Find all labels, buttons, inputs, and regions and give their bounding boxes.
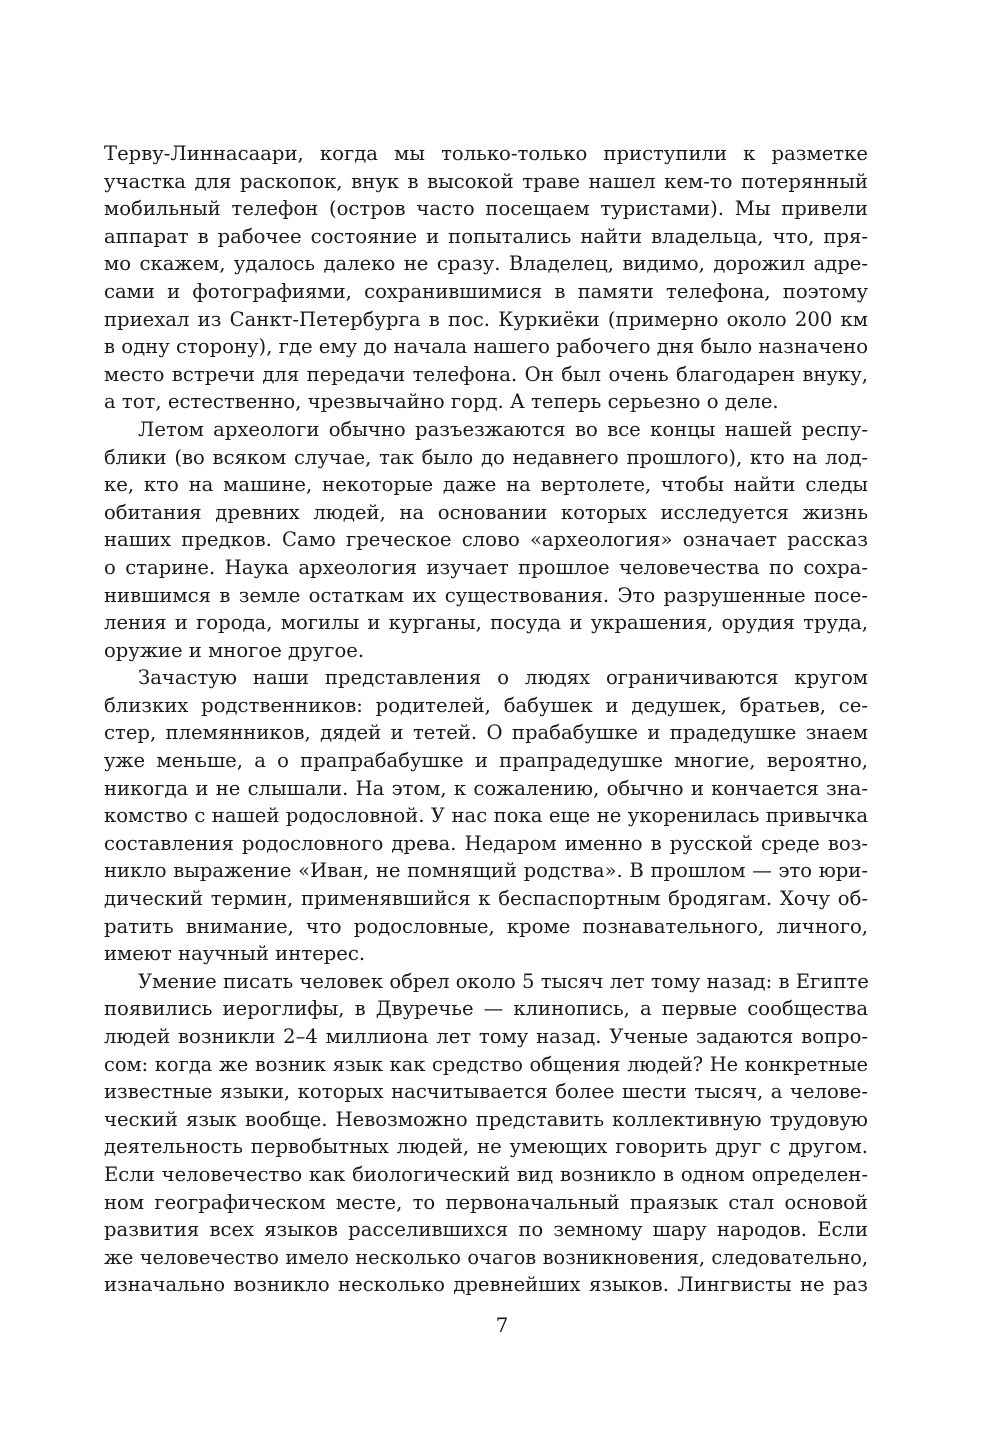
text-line: блики (во всяком случае, так было до недавнего прошлого), кто на лод- [104,445,868,469]
text-line: составления родословного древа. Недаром именно в русской среде воз- [104,831,868,855]
text-line: Умение писать человек обрел около 5 тысяч лет тому назад: в Египте [138,969,869,993]
text-line: мобильный телефон (остров часто посещаем туристами). Мы привели [104,197,868,221]
text-line: дический термин, применявшийся к беспаспортным бродягам. Хочу об- [104,887,868,911]
text-line: стер, племянников, дядей и тетей. О прабабушке и прадедушке знаем [104,721,868,745]
text-line: сами и фотографиями, сохранившимися в памяти телефона, поэтому [104,279,868,303]
paragraph [104,140,868,416]
text-line: изначально возникло несколько древнейших языков. Лингвисты не раз [104,1273,868,1297]
text-line: близких родственников: родителей, бабушек и дедушек, братьев, се- [104,693,868,717]
paragraph [104,664,868,968]
text-line: место встречи для передачи телефона. Он был очень благодарен внуку, [104,362,868,386]
text-line: ратить внимание, что родословные, кроме познавательного, личного, [104,914,868,938]
text-line: деятельность первобытных людей, не умеющих говорить друг с другом. [104,1135,868,1159]
text-line: Летом археологи обычно разъезжаются во все концы нашей респу- [138,417,868,441]
text-line: уже меньше, а о прапрабабушке и прапрадедушке многие, вероятно, [104,749,868,773]
text-line: Терву-Линнасаари, когда мы только-только приступили к разметке [104,142,868,165]
text-line: нившимся в земле остаткам их существования. Это разрушенные посе- [104,583,868,607]
text-line: имеют научный интерес. [104,942,366,966]
text-line: Если человечество как биологический вид возникло в одном определен- [104,1162,868,1186]
text-line: участка для раскопок, внук в высокой траве нашел кем-то потерянный [104,169,868,193]
text-line: о старине. Наука археология изучает прошлое человечества по сохра- [104,555,868,579]
page-number: 7 [495,1313,509,1337]
text-line: комство с нашей родословной. У нас пока еще не укоренилась привычка [104,804,868,828]
text-line: ном географическом месте, то первоначальный праязык стал основой [104,1190,868,1214]
text-line: появились иероглифы, в Двуречье — клинопись, а первые сообщества [104,997,868,1021]
text-line: сом: когда же возник язык как средство общения людей? Не конкретные [104,1052,868,1076]
paragraph [104,968,868,1299]
text-line: Зачастую наши представления о людях ограничиваются кругом [138,666,868,690]
text-line: никогда и не слышали. На этом, к сожалению, обычно и кончается зна- [104,776,868,800]
text-line: ления и города, могилы и курганы, посуда и украшения, орудия труда, [104,611,868,635]
text-line: же человечество имело несколько очагов возникновения, следовательно, [104,1245,868,1269]
text-line: а тот, естественно, чрезвычайно горд. А теперь серьезно о деле. [104,390,779,414]
text-line: обитания древних людей, на основании которых исследуется жизнь [104,500,868,524]
page-body [104,140,868,1299]
text-line: ческий язык вообще. Невозможно представить коллективную трудовую [104,1107,868,1131]
text-line: аппарат в рабочее состояние и попытались найти владельца, что, пря- [104,224,868,248]
text-line: никло выражение «Иван, не помнящий родства». В прошлом — это юри- [104,859,868,883]
text-line: наших предков. Само греческое слово «археология» означает рассказ [104,528,868,552]
text-line: людей возникли 2–4 миллиона лет тому назад. Ученые задаются вопро- [104,1025,868,1048]
text-line: приехал из Санкт-Петербурга в пос. Куркиёки (примерно около 200 км [104,307,868,331]
text-line: известные языки, которых насчитывается более шести тысяч, а челове- [104,1080,868,1104]
text-line: в одну сторону), где ему до начала нашего рабочего дня было назначено [104,335,868,359]
text-line: развития всех языков расселившихся по земному шару народов. Если [104,1218,868,1242]
text-line: ке, кто на машине, некоторые даже на вертолете, чтобы найти следы [104,473,868,497]
paragraph [104,416,868,664]
text-line: оружие и многое другое. [104,638,365,662]
text-line: мо скажем, удалось далеко не сразу. Владелец, видимо, дорожил адре- [104,252,868,276]
